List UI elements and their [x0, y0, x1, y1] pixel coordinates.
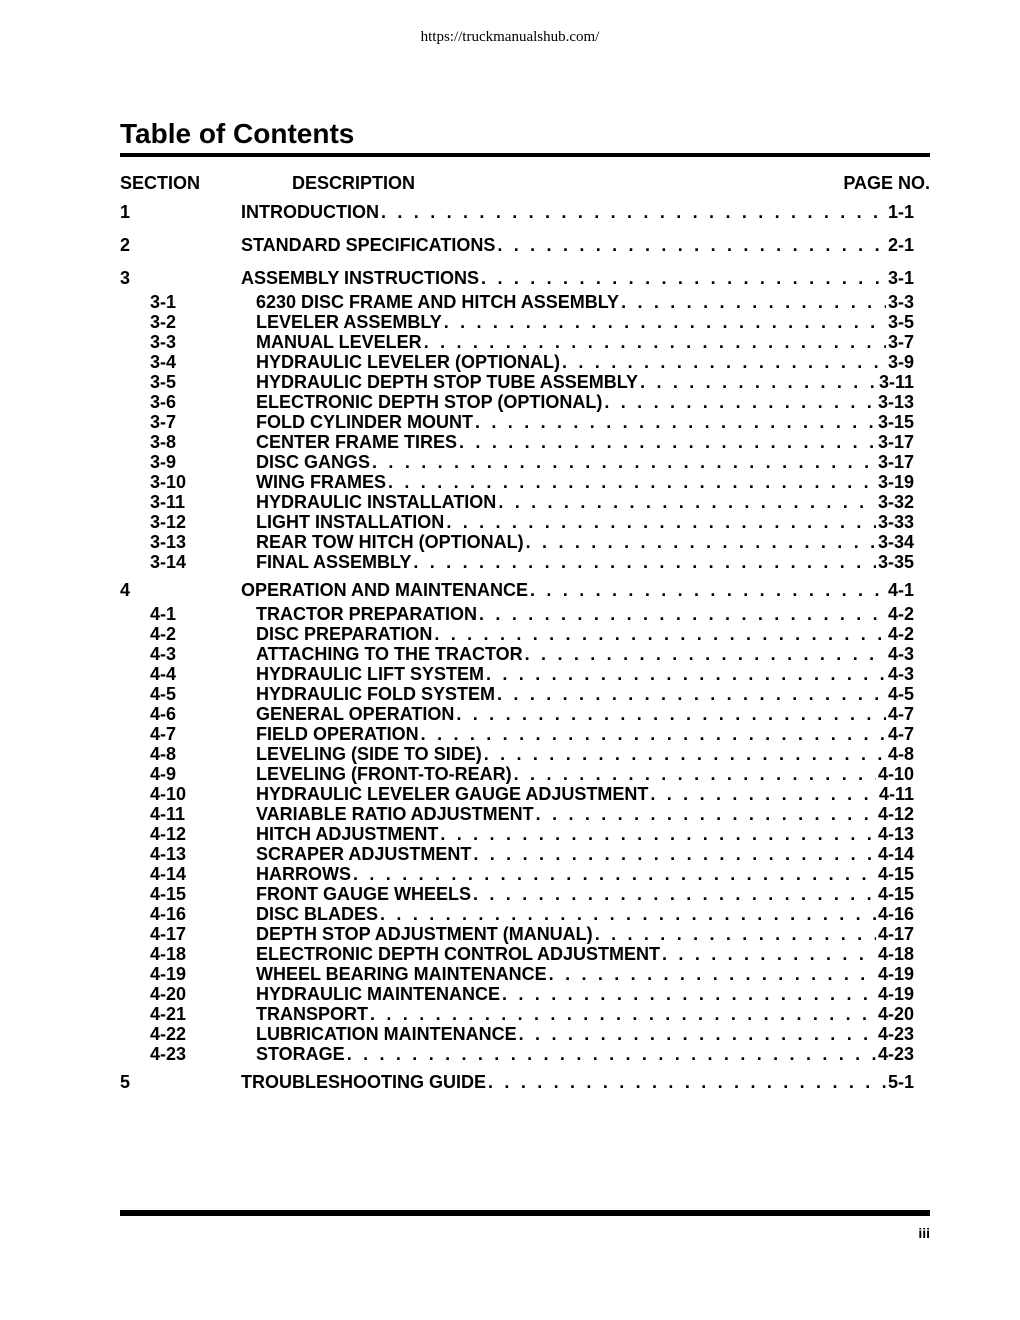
toc-subsection-row: [0, 904, 1020, 924]
toc-section-row: [0, 235, 1020, 255]
toc-subsection-row: [0, 1004, 1020, 1024]
toc-entry-page: 3-5: [887, 312, 914, 332]
toc-entry-number: 3-11: [150, 492, 186, 512]
toc-entry-number: 4-11: [150, 804, 186, 824]
toc-entry-label: SCRAPER ADJUSTMENT: [256, 844, 472, 864]
toc-subsection-row: [0, 884, 1020, 904]
toc-entry-label: STANDARD SPECIFICATIONS: [241, 235, 496, 255]
toc-entry: [256, 352, 914, 372]
toc-entry-page: 3-19: [877, 472, 914, 492]
toc-entry-page: 2-1: [887, 235, 914, 255]
toc-entry-label: ELECTRONIC DEPTH STOP (OPTIONAL): [256, 392, 603, 412]
toc-subsection-row: [0, 804, 1020, 824]
toc-entry-number: 3-1: [150, 292, 177, 312]
toc-entry: [256, 492, 914, 512]
toc-dot-leader: [595, 924, 876, 944]
toc-entry-number: 3-7: [150, 412, 177, 432]
toc-entry-page: 3-7: [887, 332, 914, 352]
toc-entry: [256, 552, 914, 572]
toc-dot-leader: [473, 884, 876, 904]
toc-entry-number: 3-13: [150, 532, 187, 552]
toc-entry: [256, 312, 914, 332]
toc-entry-number: 4-23: [150, 1044, 187, 1064]
toc-entry-page: 3-34: [877, 532, 914, 552]
toc-entry-label: HYDRAULIC LEVELER GAUGE ADJUSTMENT: [256, 784, 649, 804]
toc-subsection-row: [0, 744, 1020, 764]
toc-entry-label: HYDRAULIC INSTALLATION: [256, 492, 497, 512]
toc-entry: [256, 1024, 914, 1044]
toc-entry-label: CENTER FRAME TIRES: [256, 432, 458, 452]
toc-dot-leader: [380, 904, 876, 924]
toc-entry-label: FINAL ASSEMBLY: [256, 552, 412, 572]
toc-entry: [256, 664, 914, 684]
toc-entry-number: 3-12: [150, 512, 187, 532]
toc-entry-page: 4-19: [877, 984, 914, 1004]
toc-entry: [256, 644, 914, 664]
toc-entry-page: 4-14: [877, 844, 914, 864]
toc-entry-number: 4-9: [150, 764, 177, 784]
toc-entry-page: 3-3: [887, 292, 914, 312]
toc-entry-number: 4-22: [150, 1024, 187, 1044]
toc-entry-number: 4-14: [150, 864, 187, 884]
toc-subsection-row: [0, 784, 1020, 804]
toc-entry: [256, 724, 914, 744]
toc-entry: [256, 452, 914, 472]
toc-entry-number: 4-7: [150, 724, 177, 744]
toc-entry-label: HARROWS: [256, 864, 351, 884]
toc-entry-label: HITCH ADJUSTMENT: [256, 824, 439, 844]
toc-entry-page: 4-12: [877, 804, 914, 824]
toc-entry-number: 3: [120, 268, 131, 288]
toc-entry: [256, 944, 914, 964]
toc-dot-leader: [640, 372, 877, 392]
toc-subsection-row: [0, 432, 1020, 452]
toc-dot-leader: [514, 764, 876, 784]
toc-entry-number: 4-3: [150, 644, 177, 664]
toc-entry: [256, 512, 914, 532]
toc-entry-label: VARIABLE RATIO ADJUSTMENT: [256, 804, 534, 824]
toc-subsection-row: [0, 984, 1020, 1004]
toc-dot-leader: [498, 492, 876, 512]
toc-dot-leader: [456, 704, 886, 724]
toc-subsection-row: [0, 724, 1020, 744]
toc-entry-label: LEVELING (SIDE TO SIDE): [256, 744, 482, 764]
toc-entry-number: 4-13: [150, 844, 187, 864]
toc-entry-page: 4-10: [877, 764, 914, 784]
toc-entry: [256, 884, 914, 904]
toc-dot-leader: [381, 202, 886, 222]
toc-subsection-row: [0, 964, 1020, 984]
toc-entry: [256, 1004, 914, 1024]
page-folio: iii: [918, 1225, 930, 1241]
toc-dot-leader: [388, 472, 876, 492]
toc-entry: [256, 964, 914, 984]
toc-subsection-row: [0, 844, 1020, 864]
toc-entry-label: HYDRAULIC FOLD SYSTEM: [256, 684, 496, 704]
toc-entry-label: LEVELING (FRONT-TO-REAR): [256, 764, 512, 784]
toc-entry: [241, 235, 914, 255]
toc-subsection-row: [0, 352, 1020, 372]
toc-entry-number: 4-6: [150, 704, 177, 724]
toc-dot-leader: [473, 844, 876, 864]
toc-entry-page: 3-32: [877, 492, 914, 512]
toc-entry-page: 3-9: [887, 352, 914, 372]
toc-entry: [256, 844, 914, 864]
toc-entry-label: ELECTRONIC DEPTH CONTROL ADJUSTMENT: [256, 944, 661, 964]
toc-entry-label: HYDRAULIC LEVELER (OPTIONAL): [256, 352, 560, 372]
toc-section-row: [0, 202, 1020, 222]
toc-entry: [256, 372, 914, 392]
toc-dot-leader: [497, 684, 886, 704]
toc-dot-leader: [440, 824, 876, 844]
toc-dot-leader: [497, 235, 886, 255]
toc-dot-leader: [444, 312, 886, 332]
toc-entry-page: 4-13: [877, 824, 914, 844]
toc-entry-number: 3-10: [150, 472, 187, 492]
toc-entry-page: 3-1: [887, 268, 914, 288]
toc-entry-number: 5: [120, 1072, 131, 1092]
toc-entry: [256, 1044, 914, 1064]
toc-entry-page: 4-20: [877, 1004, 914, 1024]
toc-dot-leader: [421, 724, 886, 744]
toc-entry-number: 4-1: [150, 604, 177, 624]
toc-entry-number: 4-15: [150, 884, 187, 904]
toc-subsection-row: [0, 392, 1020, 412]
toc-entry: [256, 472, 914, 492]
toc-subsection-row: [0, 944, 1020, 964]
toc-entry: [256, 924, 914, 944]
toc-dot-leader: [650, 784, 877, 804]
toc-dot-leader: [536, 804, 876, 824]
toc-entry-page: 4-23: [877, 1044, 914, 1064]
toc-entry-label: OPERATION AND MAINTENANCE: [241, 580, 528, 600]
toc-dot-leader: [372, 452, 876, 472]
toc-entry-page: 4-11: [878, 784, 914, 804]
toc-entry-page: 4-1: [887, 580, 914, 600]
toc-entry-label: LEVELER ASSEMBLY: [256, 312, 442, 332]
toc-entry: [256, 904, 914, 924]
toc-entry-number: 4-4: [150, 664, 177, 684]
toc-dot-leader: [484, 744, 886, 764]
toc-dot-leader: [662, 944, 876, 964]
toc-subsection-row: [0, 864, 1020, 884]
toc-entry-page: 4-2: [887, 604, 914, 624]
toc-entry: [256, 984, 914, 1004]
toc-entry-label: DEPTH STOP ADJUSTMENT (MANUAL): [256, 924, 593, 944]
toc-subsection-row: [0, 644, 1020, 664]
toc-subsection-row: [0, 824, 1020, 844]
toc-dot-leader: [525, 644, 886, 664]
toc-entry: [256, 332, 914, 352]
toc-entry-label: LIGHT INSTALLATION: [256, 512, 445, 532]
toc-entry: [256, 392, 914, 412]
toc-entry-label: INTRODUCTION: [241, 202, 379, 222]
toc-dot-leader: [459, 432, 876, 452]
toc-entry-page: 3-13: [877, 392, 914, 412]
toc-entry: [256, 432, 914, 452]
toc-subsection-row: [0, 664, 1020, 684]
toc-entry-label: DISC GANGS: [256, 452, 371, 472]
toc-entry-label: FRONT GAUGE WHEELS: [256, 884, 471, 904]
toc-entry-page: 4-7: [887, 724, 914, 744]
toc-dot-leader: [604, 392, 876, 412]
toc-entry-page: 1-1: [887, 202, 914, 222]
toc-entry-page: 4-15: [877, 864, 914, 884]
toc-dot-leader: [413, 552, 876, 572]
toc-entry: [256, 784, 914, 804]
toc-subsection-row: [0, 452, 1020, 472]
toc-entry-number: 4-20: [150, 984, 187, 1004]
toc-entry-number: 1: [120, 202, 131, 222]
toc-entry: [256, 864, 914, 884]
toc-entry-page: 4-23: [877, 1024, 914, 1044]
toc-entry-page: 3-15: [877, 412, 914, 432]
toc-entry-page: 4-15: [877, 884, 914, 904]
toc-entry-number: 4-2: [150, 624, 177, 644]
toc-dot-leader: [475, 412, 876, 432]
toc-entry-number: 3-14: [150, 552, 187, 572]
toc-entry: [241, 580, 914, 600]
toc-entry-page: 4-3: [887, 664, 914, 684]
toc-subsection-row: [0, 372, 1020, 392]
toc-entry-label: HYDRAULIC MAINTENANCE: [256, 984, 500, 1004]
toc-entry-number: 3-2: [150, 312, 177, 332]
source-url[interactable]: https://truckmanualshub.com/: [420, 29, 600, 45]
toc-entry: [256, 624, 914, 644]
toc-entry-page: 4-17: [877, 924, 914, 944]
toc-entry: [256, 412, 914, 432]
toc-dot-leader: [488, 1072, 886, 1092]
toc-entry-label: HYDRAULIC LIFT SYSTEM: [256, 664, 484, 684]
toc-entry-page: 5-1: [887, 1072, 914, 1092]
toc-entry: [256, 824, 914, 844]
toc-entry: [256, 684, 914, 704]
toc-section-row: [0, 580, 1020, 600]
toc-entry-label: DISC BLADES: [256, 904, 379, 924]
toc-dot-leader: [549, 964, 876, 984]
toc-entry-number: 2: [120, 235, 131, 255]
toc-entry-number: 3-9: [150, 452, 177, 472]
toc-entry: [241, 1072, 914, 1092]
toc-entry: [256, 744, 914, 764]
toc-entry-label: STORAGE: [256, 1044, 345, 1064]
toc-entry-number: 3-3: [150, 332, 177, 352]
toc-subsection-row: [0, 552, 1020, 572]
footer-rule: [120, 1210, 930, 1216]
toc-dot-leader: [519, 1024, 876, 1044]
toc-entry-label: TRACTOR PREPARATION: [256, 604, 478, 624]
toc-entry-page: 3-17: [877, 432, 914, 452]
toc-entry-page: 4-5: [887, 684, 914, 704]
toc-entry-number: 4-5: [150, 684, 177, 704]
toc-dot-leader: [370, 1004, 876, 1024]
toc-dot-leader: [562, 352, 886, 372]
toc-entry-number: 4-17: [150, 924, 187, 944]
toc-subsection-row: [0, 684, 1020, 704]
toc-entry: [256, 604, 914, 624]
toc-entry: [256, 804, 914, 824]
toc-dot-leader: [486, 664, 886, 684]
toc-entry-number: 4-8: [150, 744, 177, 764]
toc-entry-number: 4-21: [150, 1004, 187, 1024]
toc-entry-label: 6230 DISC FRAME AND HITCH ASSEMBLY: [256, 292, 620, 312]
toc-entry-page: 4-3: [887, 644, 914, 664]
toc-dot-leader: [347, 1044, 876, 1064]
toc-entry-page: 4-8: [887, 744, 914, 764]
toc-entry-label: HYDRAULIC DEPTH STOP TUBE ASSEMBLY: [256, 372, 639, 392]
toc-entry: [256, 764, 914, 784]
toc-subsection-row: [0, 472, 1020, 492]
toc-entry-page: 4-18: [877, 944, 914, 964]
toc-subsection-row: [0, 412, 1020, 432]
toc-entry-label: ATTACHING TO THE TRACTOR: [256, 644, 523, 664]
toc-entry: [256, 292, 914, 312]
toc-entry-number: 4: [120, 580, 131, 600]
toc-entry-page: 3-33: [877, 512, 914, 532]
toc-dot-leader: [353, 864, 876, 884]
toc-entry-label: TRANSPORT: [256, 1004, 368, 1024]
toc-dot-leader: [502, 984, 876, 1004]
toc-entry: [256, 704, 914, 724]
toc-dot-leader: [434, 624, 886, 644]
toc-entry-page: 4-2: [887, 624, 914, 644]
toc-dot-leader: [424, 332, 886, 352]
toc-entry-label: GENERAL OPERATION: [256, 704, 455, 724]
toc-entry-label: WING FRAMES: [256, 472, 386, 492]
toc-dot-leader: [526, 532, 876, 552]
toc-subsection-row: [0, 512, 1020, 532]
toc-dot-leader: [479, 604, 886, 624]
toc-entry-label: WHEEL BEARING MAINTENANCE: [256, 964, 547, 984]
toc-subsection-row: [0, 624, 1020, 644]
toc-entry-label: FIELD OPERATION: [256, 724, 419, 744]
toc-entry: [241, 268, 914, 288]
toc-subsection-row: [0, 924, 1020, 944]
toc-section-row: [0, 1072, 1020, 1092]
toc-entry-number: 4-19: [150, 964, 187, 984]
toc-dot-leader: [621, 292, 886, 312]
toc-entry-page: 3-35: [877, 552, 914, 572]
toc-subsection-row: [0, 492, 1020, 512]
toc-entry-label: TROUBLESHOOTING GUIDE: [241, 1072, 487, 1092]
toc-subsection-row: [0, 764, 1020, 784]
toc-entry: [256, 532, 914, 552]
toc-entry-page: 3-17: [877, 452, 914, 472]
toc-entry-page: 3-11: [878, 372, 914, 392]
toc-subsection-row: [0, 604, 1020, 624]
toc-entry-label: REAR TOW HITCH (OPTIONAL): [256, 532, 524, 552]
toc-entry-label: MANUAL LEVELER: [256, 332, 422, 352]
toc-entry-number: 3-4: [150, 352, 177, 372]
toc-entry-label: ASSEMBLY INSTRUCTIONS: [241, 268, 480, 288]
toc-entry-number: 4-16: [150, 904, 187, 924]
toc-entry-page: 4-16: [877, 904, 914, 924]
toc-subsection-row: [0, 704, 1020, 724]
toc-entry-label: DISC PREPARATION: [256, 624, 433, 644]
toc-entry-number: 3-5: [150, 372, 177, 392]
toc-subsection-row: [0, 292, 1020, 312]
toc-entry-number: 3-6: [150, 392, 177, 412]
toc-dot-leader: [481, 268, 886, 288]
toc-subsection-row: [0, 1024, 1020, 1044]
toc-subsection-row: [0, 312, 1020, 332]
title-rule: [120, 153, 930, 157]
toc-section-row: [0, 268, 1020, 288]
toc-entry-number: 4-12: [150, 824, 187, 844]
toc-entry-number: 3-8: [150, 432, 177, 452]
page-title: Table of Contents: [120, 118, 355, 149]
toc-subsection-row: [0, 332, 1020, 352]
toc-subsection-row: [0, 1044, 1020, 1064]
toc-entry-page: 4-19: [877, 964, 914, 984]
toc-entry-number: 4-10: [150, 784, 187, 804]
header-section: SECTION: [120, 173, 201, 193]
header-page-no: PAGE NO.: [843, 173, 930, 193]
toc-entry-number: 4-18: [150, 944, 187, 964]
toc-dot-leader: [530, 580, 886, 600]
toc-entry-label: LUBRICATION MAINTENANCE: [256, 1024, 517, 1044]
header-description: DESCRIPTION: [292, 173, 416, 193]
toc-entry-label: FOLD CYLINDER MOUNT: [256, 412, 473, 432]
toc-entry: [241, 202, 914, 222]
toc-entry-page: 4-7: [887, 704, 914, 724]
toc-dot-leader: [446, 512, 876, 532]
toc-subsection-row: [0, 532, 1020, 552]
